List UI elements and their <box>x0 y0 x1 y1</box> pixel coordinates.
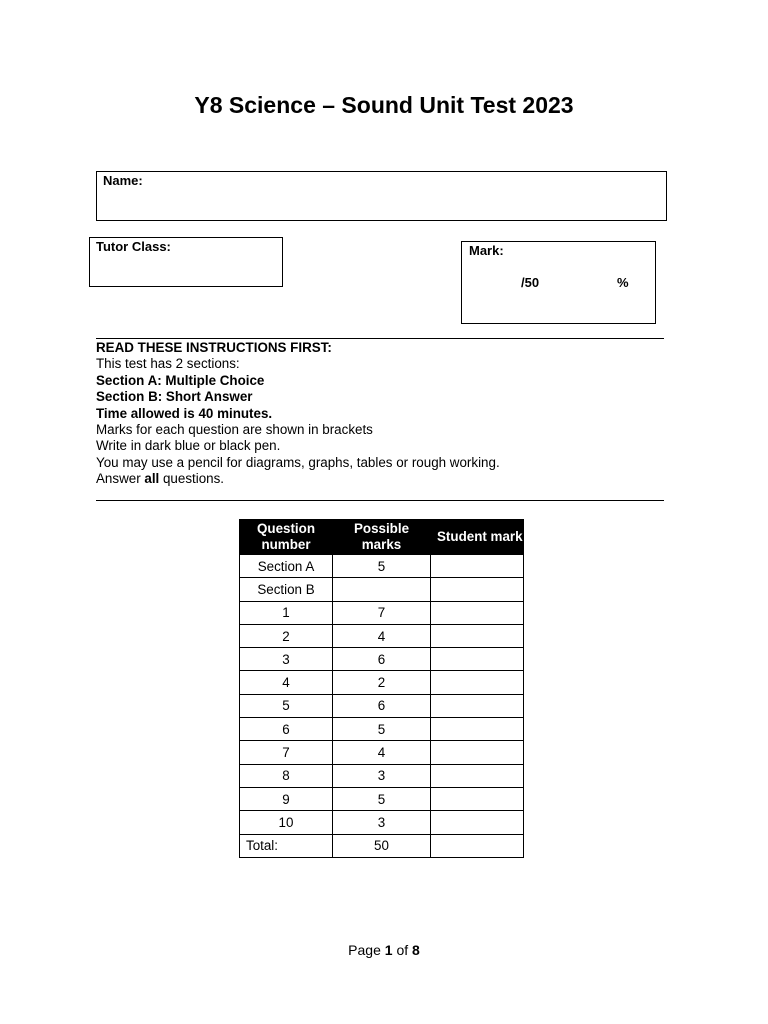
instructions-answer <box>96 471 676 487</box>
question-cell: 4 <box>240 671 333 694</box>
question-cell: 1 <box>240 601 333 624</box>
student-mark-cell[interactable] <box>431 648 524 671</box>
table-row <box>240 811 524 834</box>
name-field[interactable] <box>96 171 667 221</box>
table-row <box>240 718 524 741</box>
question-cell: 10 <box>240 811 333 834</box>
instructions-section-b: Section B: Short Answer <box>96 389 253 405</box>
instructions-sections-intro: This test has 2 sections: <box>96 356 240 372</box>
answer-suffix: questions. <box>159 471 225 487</box>
possible-marks-cell <box>333 578 431 601</box>
table-row <box>240 694 524 717</box>
possible-marks-cell: 6 <box>333 694 431 717</box>
answer-prefix: Answer <box>96 471 145 487</box>
table-row <box>240 578 524 601</box>
question-cell: 2 <box>240 624 333 647</box>
possible-marks-cell: 4 <box>333 624 431 647</box>
tutor-class-field[interactable] <box>89 237 283 287</box>
question-cell: 8 <box>240 764 333 787</box>
table-row <box>240 764 524 787</box>
table-row <box>240 741 524 764</box>
mark-out-of: /50 <box>521 275 540 290</box>
question-cell: 7 <box>240 741 333 764</box>
instructions-marks: Marks for each question are shown in brackets <box>96 422 373 438</box>
name-label: Name: <box>103 173 143 188</box>
question-cell: 3 <box>240 648 333 671</box>
of-word: of <box>392 942 413 958</box>
possible-marks-cell: 3 <box>333 811 431 834</box>
header-possible-marks: Possible marks <box>333 520 431 555</box>
instructions-block <box>96 340 676 488</box>
table-row <box>240 601 524 624</box>
question-cell: 9 <box>240 787 333 810</box>
student-mark-cell[interactable] <box>431 764 524 787</box>
possible-marks-cell: 5 <box>333 555 431 578</box>
student-mark-cell[interactable] <box>431 624 524 647</box>
mark-label: Mark: <box>469 243 504 258</box>
student-mark-cell[interactable] <box>431 811 524 834</box>
student-mark-cell[interactable] <box>431 741 524 764</box>
possible-marks-cell: 4 <box>333 741 431 764</box>
mark-box <box>461 241 656 324</box>
possible-marks-cell: 3 <box>333 764 431 787</box>
table-row <box>240 671 524 694</box>
page-number <box>0 942 768 958</box>
table-row <box>240 787 524 810</box>
bottom-divider <box>96 500 664 501</box>
student-mark-cell[interactable] <box>431 555 524 578</box>
instructions-pencil: You may use a pencil for diagrams, graphs, tables or rough working. <box>96 454 500 470</box>
possible-marks-cell: 5 <box>333 718 431 741</box>
question-cell: 5 <box>240 694 333 717</box>
table-row <box>240 624 524 647</box>
possible-marks-cell: 5 <box>333 787 431 810</box>
mark-percent: % <box>617 275 629 290</box>
instructions-time: Time allowed is 40 minutes. <box>96 405 273 421</box>
header-student-mark: Student mark <box>431 520 524 555</box>
total-row <box>240 834 524 857</box>
table-row <box>240 648 524 671</box>
page-title: Y8 Science – Sound Unit Test 2023 <box>194 92 574 118</box>
header-question-number: Question number <box>240 520 333 555</box>
student-mark-cell[interactable] <box>431 671 524 694</box>
student-mark-cell[interactable] <box>431 718 524 741</box>
top-divider <box>96 338 664 339</box>
tutor-class-label: Tutor Class: <box>96 239 171 254</box>
page-word: Page <box>348 942 385 958</box>
instructions-pen: Write in dark blue or black pen. <box>96 438 281 454</box>
possible-marks-cell: 6 <box>333 648 431 671</box>
instructions-section-a: Section A: Multiple Choice <box>96 372 265 388</box>
student-mark-cell[interactable] <box>431 694 524 717</box>
possible-marks-cell: 2 <box>333 671 431 694</box>
instructions-heading: READ THESE INSTRUCTIONS FIRST: <box>96 340 332 355</box>
marks-table <box>239 519 524 858</box>
question-cell: Section A <box>240 555 333 578</box>
table-row <box>240 555 524 578</box>
possible-marks-cell: 7 <box>333 601 431 624</box>
answer-emphasis: all <box>144 471 160 487</box>
total-student-mark[interactable] <box>431 834 524 857</box>
student-mark-cell[interactable] <box>431 787 524 810</box>
question-cell: Section B <box>240 578 333 601</box>
student-mark-cell[interactable] <box>431 578 524 601</box>
total-possible-marks: 50 <box>333 834 431 857</box>
total-label: Total: <box>240 834 333 857</box>
page-total: 8 <box>412 942 420 958</box>
question-cell: 6 <box>240 718 333 741</box>
student-mark-cell[interactable] <box>431 601 524 624</box>
marks-table-header-row <box>240 520 524 555</box>
page-current: 1 <box>384 942 393 958</box>
marks-table-body <box>240 555 524 858</box>
